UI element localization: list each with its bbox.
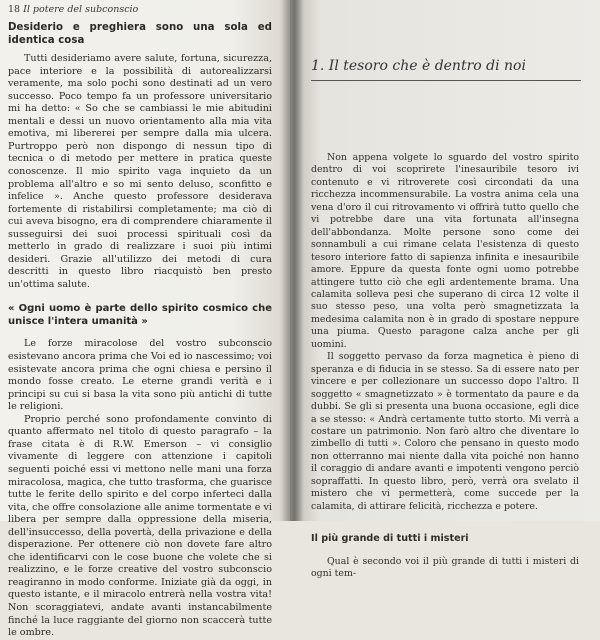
- page-number: 18: [8, 4, 21, 15]
- right-page: [290, 0, 600, 580]
- paragraph-calamita: Il soggetto pervaso da forza magnetica è pieno di speranza e di fiducia in se stesso. Sa di essere nato per vincere e per collezionare un successo dopo l'altro. Il soggetto « smagnetizzato » è tormentato da paure e da dubbi. Se gli si presenta una buona occasione, egli dice a se stesso: « Andrà certamente tutto storto. Mi verrà a costare un patrimonio. Non farò altro che diventare lo zimbello di tutti ». Coloro che pensano in questo modo non otterranno mai niente dalla vita poiché non hanno il coraggio di andare avanti e impotenti vengono perciò sopraffatti. In questo libro, però, verrà ora svelato il mistero che vi permetterà, come succede per la calamita, di attirare felicità, ricchezza e potere.: [311, 351, 579, 512]
- paragraph-desiderio: Tutti desideriamo avere salute, fortuna, sicurezza, pace interiore e la possibilità di autorealizzarsi veramente, ma solo pochi sono destinati ad un vero successo. Poco tempo fa un professore universitario mi ha detto: « So che se cambiassi le mie abitudini mentali e dessi un nuovo orientamento alla mia vita emotiva, mi libererei per sempre dalla mia ulcera. Purtroppo però non dispongo di nessun tipo di tecnica o di metodo per mettere in pratica queste conoscenze. Il mio spirito vaga inquieto da un problema all'altro e so mi sento deluso, sconfitto e infelice ». Anche questo professore desiderava fortemente di ristabilirsi completamente; ma ciò di cui aveva bisogno, era di comprendere chiaramente il susseguirsi dei suoi processi spirituali così da metterlo in grado di realizzare i suoi più intimi desideri. Grazie all'utilizzo dei metodi di cura descritti in questo libro riacquistò ben presto un'ottima salute.: [8, 53, 272, 290]
- section-heading-misteri: Il più grande di tutti i misteri: [311, 533, 469, 545]
- running-head-title: Il potere del subconscio: [23, 4, 139, 15]
- book-gutter-shadow: [282, 0, 304, 521]
- paragraph-forze-miracolose: Le forze miracolose del vostro subconscio esistevano ancora prima che Voi ed io nascessimo; voi esistevate ancora prima che ogni chiesa e persino il mondo fosse creato. Le eterne grandi verità e i principi su cui si basa la vita sono più antichi di tutte le religioni.: [8, 338, 272, 413]
- paragraph-misteri: Qual è secondo voi il più grande di tutti i misteri di ogni tem-: [311, 555, 579, 580]
- paragraph-tesoro: Non appena volgete lo sguardo del vostro spirito dentro di voi scoprirete l'inesauribile tesoro ivi contenuto e vi ritroverete così circondati da una ricchezza incommensurabile. La vostra anima cela una vena d'oro il cui ritrovamento vi offrirà tutto quello che vi potrebbe dare una vita fortunata all'insegna dell'abbondanza. Molte persone sono come dei sonnambuli a cui rimane celata l'esistenza di questo tesoro interiore fatto di sapienza infinita e inesauribile amore. Eppure da questa fonte ogni uomo potrebbe attingere tutto ciò che egli ardentemente brama. Una calamita solleva pesi che superano di circa 12 volte il suo stesso peso, una volta però smagnetizzata la medesima calamita non è in grado di spostare neppure una piuma. Questo paragone calza anche per gli uomini.: [311, 152, 579, 350]
- section-heading-desiderio: Desiderio e preghiera sono una sola ed identica cosa: [8, 22, 272, 46]
- chapter-title: 1. Il tesoro che è dentro di noi: [311, 58, 581, 81]
- left-text-column: [8, 22, 272, 640]
- right-text-column: [311, 152, 579, 581]
- paragraph-emerson: Proprio perché sono profondamente convinto di quanto affermato nel titolo di questo paragrafo – la frase citata è di R.W. Emerson – vi consiglio vivamente di leggere con attenzione i capitoli seguenti poiché essi vi mettono nelle mani una forza miracolosa, magica, che tutto trasforma, che guarisce tutte le ferite dello spirito e del corpo inferteci dalla vita, che offre consolazione alle anime tormentate e vi libera per sempre dalla oppressione della miseria, dell'insuccesso, della povertà, della privazione e della disperazione. Per ottenere ciò non dovete fare altro che identificarvi con le cose buone che volete che si realizzino, e le forze creative del vostro subconscio reagiranno in modo conforme. Iniziate già da oggi, in questo istante, e il miracolo entrerà nella vostra vita! Non scoraggiatevi, andate avanti instancabilmente finché la luce raggiante del giorno non scaccerà tutte le ombre.: [8, 413, 272, 639]
- section-heading-spirito-cosmico: « Ogni uomo è parte dello spirito cosmico che unisce l'intera umanità »: [8, 303, 272, 327]
- running-head: [8, 4, 138, 15]
- left-page: [0, 0, 290, 639]
